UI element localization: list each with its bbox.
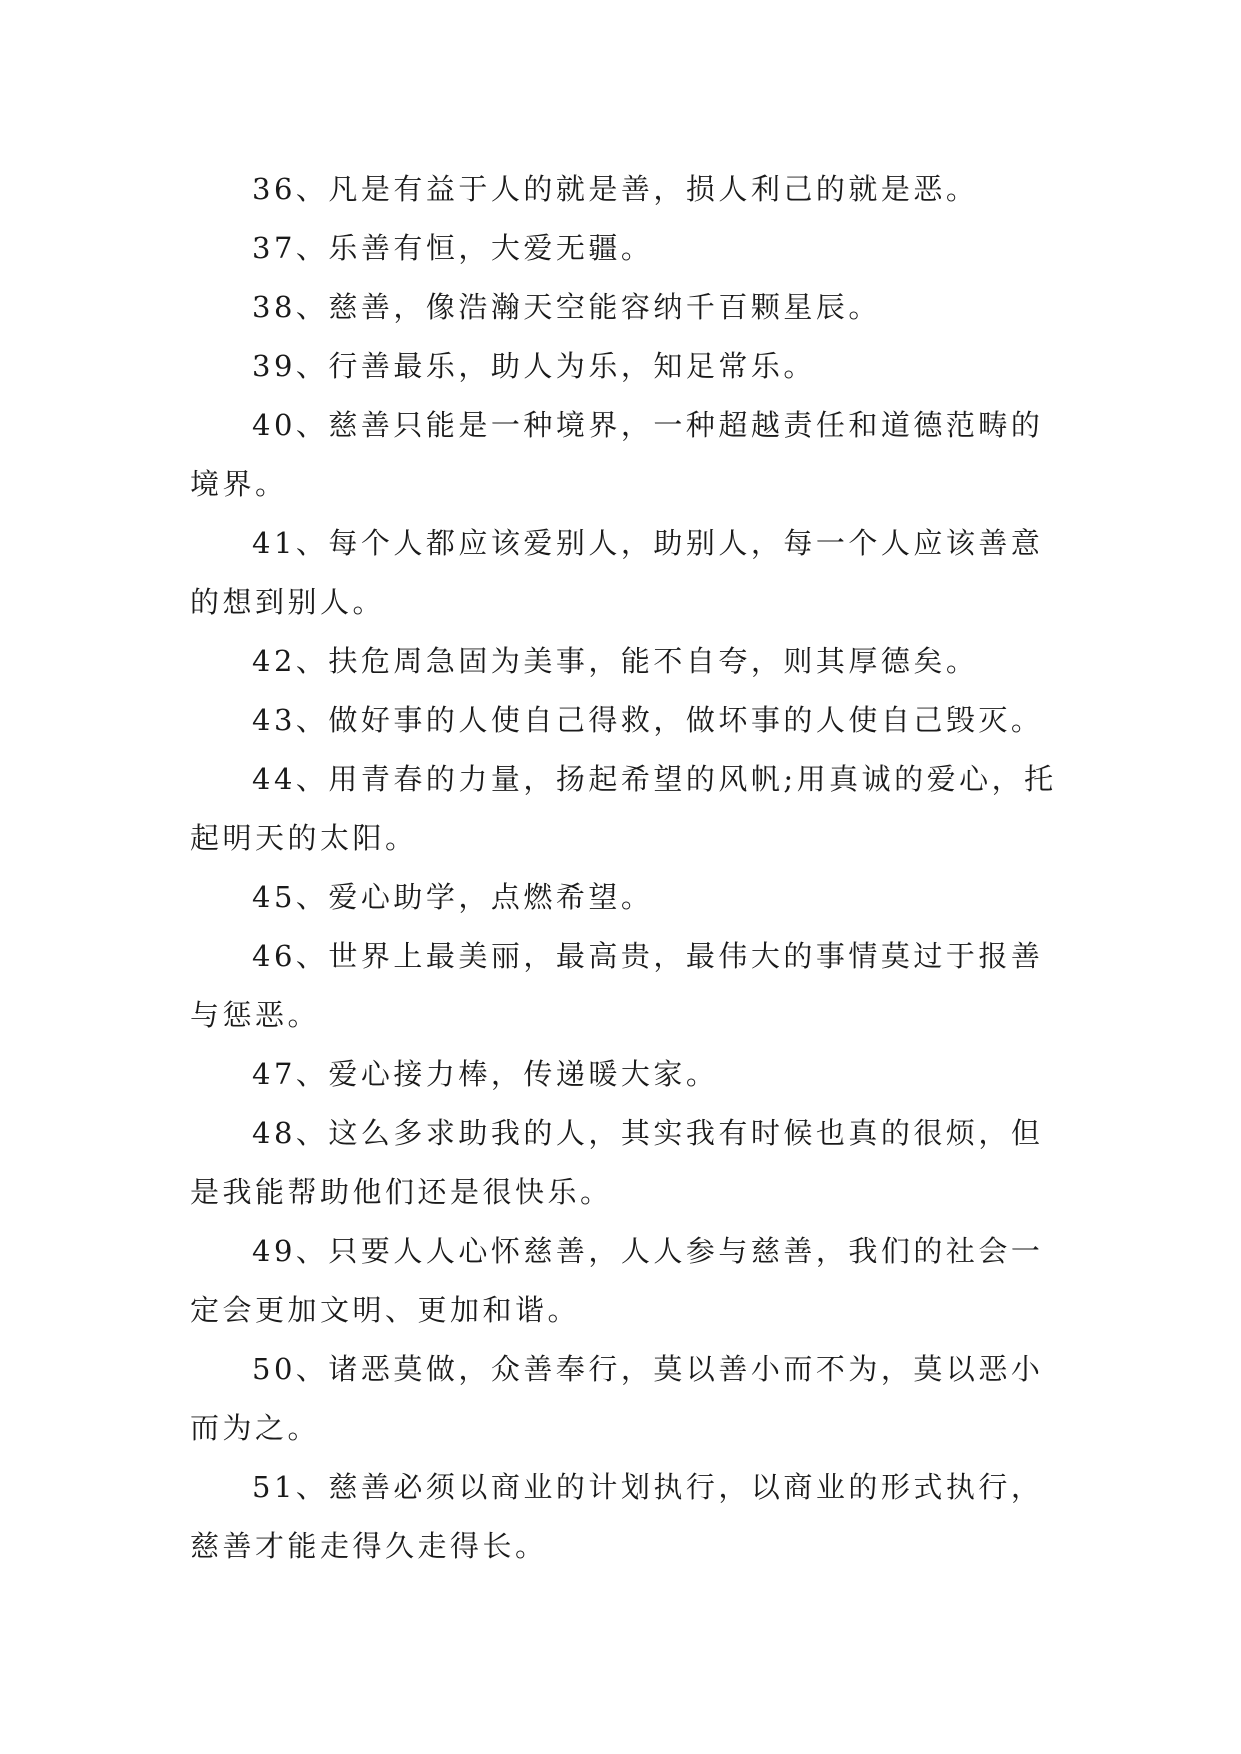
paragraph-44: 44、用青春的力量，扬起希望的风帆;用真诚的爱心，托起明天的太阳。 xyxy=(190,762,1057,855)
paragraph-48: 48、这么多求助我的人，其实我有时候也真的很烦，但是我能帮助他们还是很快乐。 xyxy=(190,1116,1044,1209)
paragraph-51: 51、慈善必须以商业的计划执行，以商业的形式执行，慈善才能走得久走得长。 xyxy=(190,1470,1044,1563)
paragraph-36: 36、凡是有益于人的就是善，损人利己的就是恶。 xyxy=(252,172,979,206)
paragraph-40: 40、慈善只能是一种境界，一种超越责任和道德范畴的境界。 xyxy=(190,408,1044,501)
document-body xyxy=(190,160,1070,1576)
paragraph-41: 41、每个人都应该爱别人，助别人，每一个人应该善意的想到别人。 xyxy=(190,526,1044,619)
paragraph-38: 38、慈善，像浩瀚天空能容纳千百颗星辰。 xyxy=(252,290,881,324)
paragraph-50: 50、诸恶莫做，众善奉行，莫以善小而不为，莫以恶小而为之。 xyxy=(190,1352,1044,1445)
paragraph-43: 43、做好事的人使自己得救，做坏事的人使自己毁灭。 xyxy=(252,703,1044,737)
paragraph-37: 37、乐善有恒，大爱无疆。 xyxy=(252,231,654,265)
paragraph-46: 46、世界上最美丽，最高贵，最伟大的事情莫过于报善与惩恶。 xyxy=(190,939,1044,1032)
paragraph-49: 49、只要人人心怀慈善，人人参与慈善，我们的社会一定会更加文明、更加和谐。 xyxy=(190,1234,1044,1327)
paragraph-45: 45、爱心助学，点燃希望。 xyxy=(252,880,654,914)
paragraph-47: 47、爱心接力棒，传递暖大家。 xyxy=(252,1057,719,1091)
paragraph-42: 42、扶危周急固为美事，能不自夸，则其厚德矣。 xyxy=(252,644,979,678)
paragraph-39: 39、行善最乐，助人为乐，知足常乐。 xyxy=(252,349,816,383)
